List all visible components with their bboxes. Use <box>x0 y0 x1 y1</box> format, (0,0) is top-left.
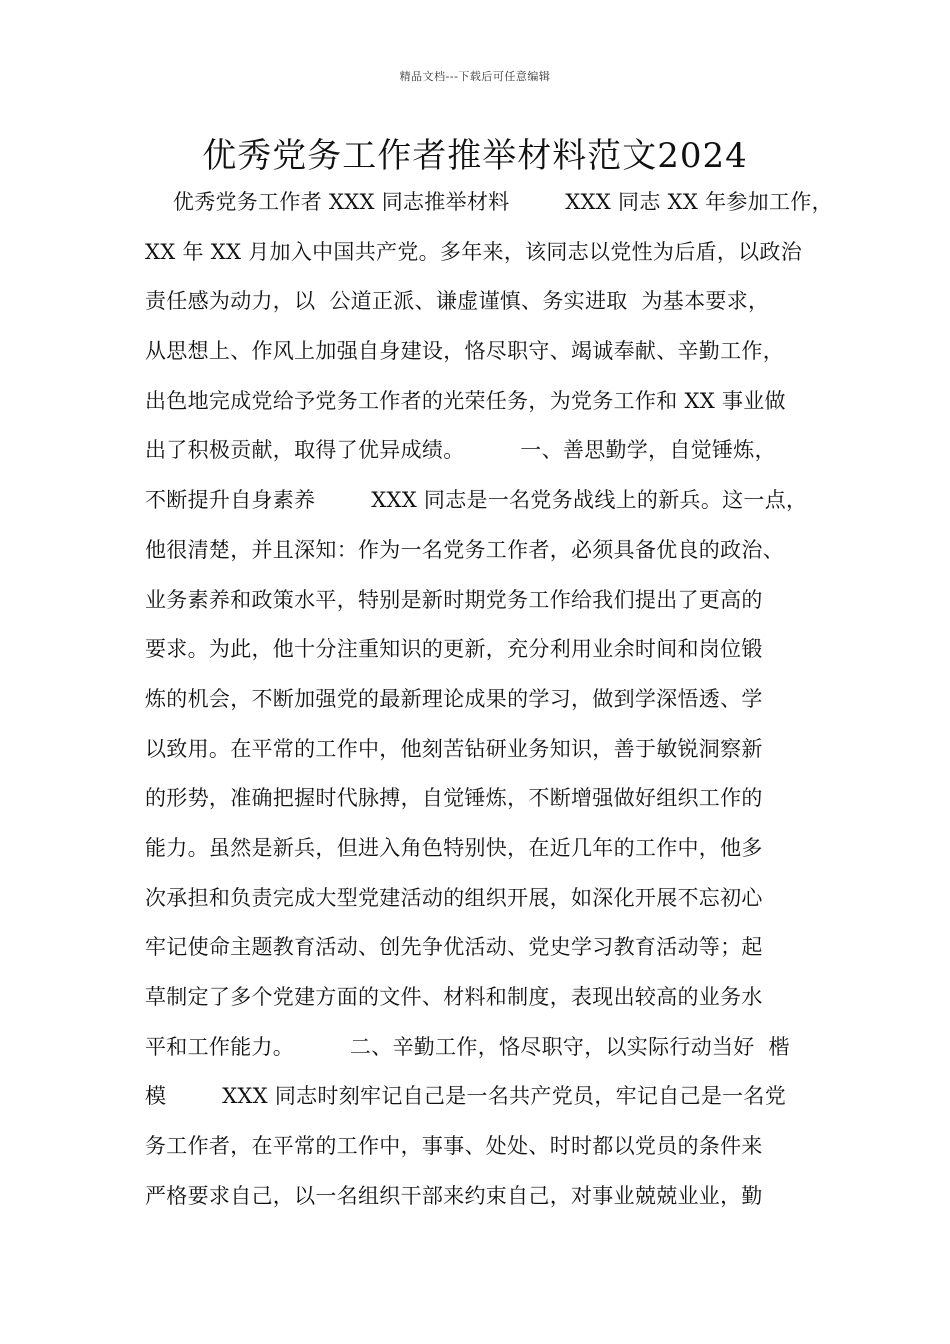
body-line: 以致用。在平常的工作中，他刻苦钻研业务知识，善于敏锐洞察新 <box>145 736 763 761</box>
body-line: 他很清楚，并且深知：作为一名党务工作者，必须具备优良的政治、 <box>145 537 784 562</box>
body-line: 要求。为此，他十分注重知识的更新，充分利用业余时间和岗位锻 <box>145 637 763 662</box>
body-line: 能力。虽然是新兵，但进入角色特别快，在近几年的工作中，他多 <box>145 835 763 860</box>
body-line: 炼的机会，不断加强党的最新理论成果的学习，做到学深悟透、学 <box>145 686 763 711</box>
body-line: 责任感为动力，以 公道正派、谦虚谨慎、务实进取 为基本要求， <box>145 289 770 314</box>
body-line: 模 XXX 同志时刻牢记自己是一名共产党员，牢记自己是一名党 <box>145 1084 787 1109</box>
body-line: 严格要求自己，以一名组织干部来约束自己，对事业兢兢业业，勤 <box>145 1183 763 1208</box>
body-line: 从思想上、作风上加强自身建设，恪尽职守、竭诚奉献、辛勤工作， <box>145 339 784 364</box>
header-note: 精品文档---下载后可任意编辑 <box>399 70 551 83</box>
body-line: 出了积极贡献，取得了优异成绩。 一、善思勤学，自觉锤炼， <box>145 438 776 463</box>
body-line: 优秀党务工作者 XXX 同志推举材料 XXX 同志 XX 年参加工作， <box>145 190 833 214</box>
body-line: 草制定了多个党建方面的文件、材料和制度，表现出较高的业务水 <box>145 985 763 1009</box>
body-line: 务工作者，在平常的工作中，事事、处处、时时都以党员的条件来 <box>145 1134 763 1159</box>
body-text <box>145 182 835 1225</box>
body-line: 次承担和负责完成大型党建活动的组织开展，如深化开展不忘初心 <box>145 885 763 910</box>
body-line: 牢记使命主题教育活动、创先争优活动、党史学习教育活动等；起 <box>145 935 763 960</box>
document-title: 优秀党务工作者推举材料范文2024 <box>202 136 748 176</box>
body-line: XX 年 XX 月加入中国共产党。多年来，该同志以党性为后盾，以政治 <box>145 239 803 264</box>
body-line: 业务素养和政策水平，特别是新时期党务工作给我们提出了更高的 <box>145 587 763 612</box>
body-line: 平和工作能力。 二、辛勤工作，恪尽职守，以实际行动当好 楷 <box>145 1034 790 1059</box>
body-line: 不断提升自身素养 XXX 同志是一名党务战线上的新兵。这一点， <box>145 488 808 513</box>
body-line: 出色地完成党给予党务工作者的光荣任务，为党务工作和 XX 事业做 <box>145 388 786 413</box>
body-line: 的形势，准确把握时代脉搏，自觉锤炼，不断增强做好组织工作的 <box>145 786 763 811</box>
